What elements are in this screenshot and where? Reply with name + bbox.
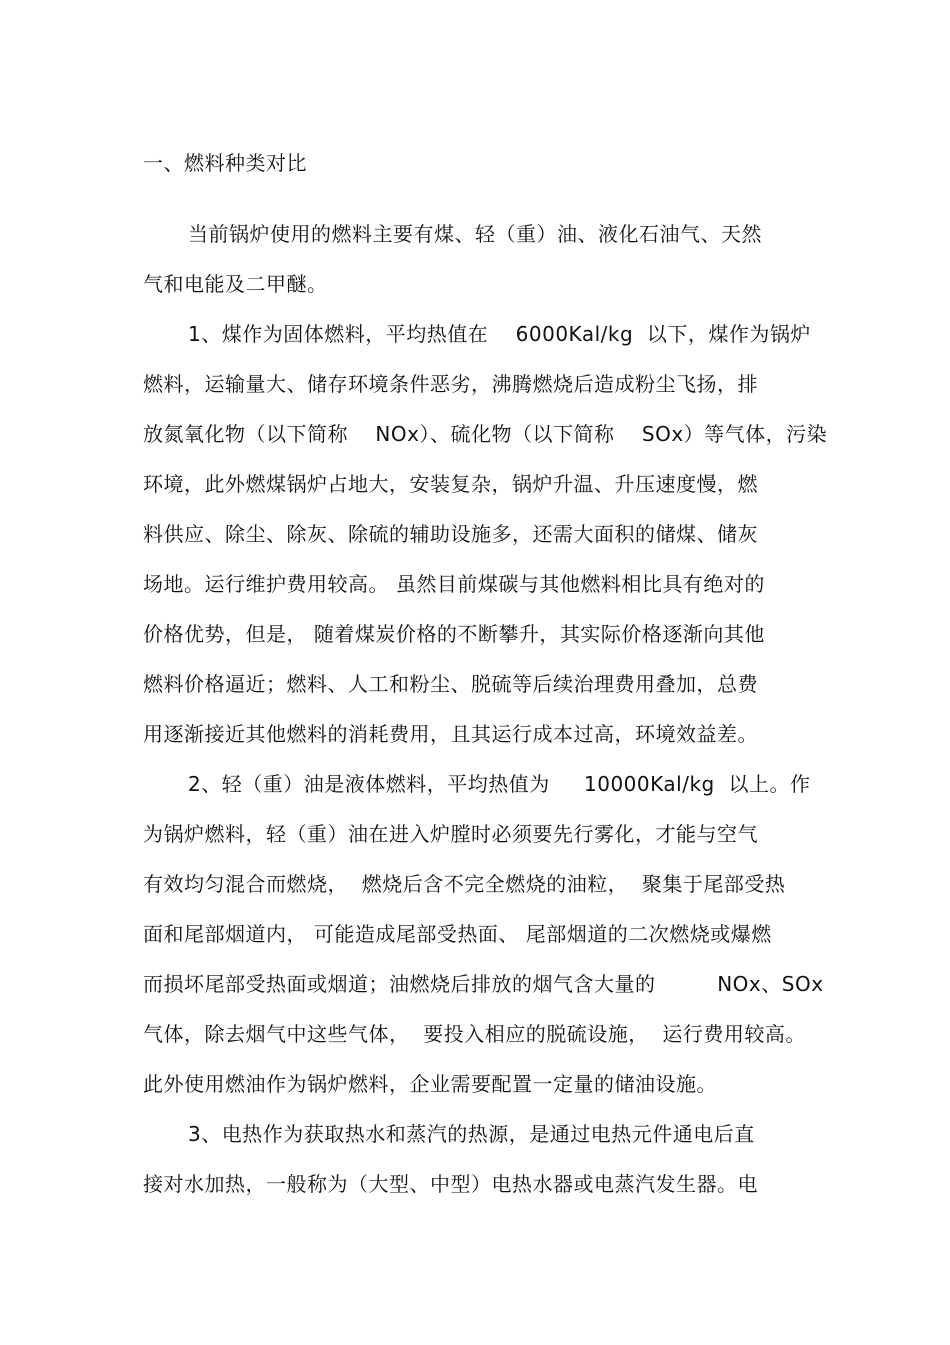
paragraph-line: 价格优势，但是， 随着煤炭价格的不断攀升，其实际价格逐渐向其他 [143,622,765,646]
paragraph-line: 而损坏尾部受热面或烟道；油燃烧后排放的烟气含大量的 NOx、SOx [143,972,824,996]
paragraph-line: 3、电热作为获取热水和蒸汽的热源，是通过电热元件通电后直 [188,1122,755,1146]
paragraph-line: 此外使用燃油作为锅炉燃料，企业需要配置一定量的储油设施。 [143,1072,717,1096]
paragraph-line: 环境，此外燃煤锅炉占地大，安装复杂，锅炉升温、升压速度慢，燃 [143,472,758,496]
paragraph-line: 放氮氧化物（以下简称 NOx）、硫化物（以下简称 SOx）等气体，污染 [143,422,828,446]
paragraph-line: 为锅炉燃料，轻（重）油在进入炉膛时必须要先行雾化，才能与空气 [143,822,758,846]
paragraph-line: 1、煤作为固体燃料，平均热值在 6000Kal/kg 以下，煤作为锅炉 [188,322,811,346]
paragraph-line: 气体，除去烟气中这些气体， 要投入相应的脱硫设施， 运行费用较高。 [143,1022,806,1046]
paragraph-line: 燃料，运输量大、储存环境条件恶劣，沸腾燃烧后造成粉尘飞扬，排 [143,372,758,396]
paragraph-line: 气和电能及二甲醚。 [143,272,328,296]
paragraph-line: 接对水加热，一般称为（大型、中型）电热水器或电蒸汽发生器。电 [143,1172,758,1196]
section-heading: 一、燃料种类对比 [143,151,307,175]
paragraph-line: 料供应、除尘、除灰、除硫的辅助设施多，还需大面积的储煤、储灰 [143,522,758,546]
paragraph-line: 2、轻（重）油是液体燃料，平均热值为 10000Kal/kg 以上。作 [188,772,811,796]
paragraph-line: 有效均匀混合而燃烧， 燃烧后含不完全燃烧的油粒， 聚集于尾部受热 [143,872,786,896]
paragraph-line: 用逐渐接近其他燃料的消耗费用，且其运行成本过高，环境效益差。 [143,722,758,746]
paragraph-line: 场地。运行维护费用较高。 虽然目前煤碳与其他燃料相比具有绝对的 [143,572,765,596]
paragraph-line: 面和尾部烟道内， 可能造成尾部受热面、 尾部烟道的二次燃烧或爆燃 [143,922,772,946]
paragraph-line: 燃料价格逼近；燃料、人工和粉尘、脱硫等后续治理费用叠加，总费 [143,672,758,696]
paragraph-line: 当前锅炉使用的燃料主要有煤、轻（重）油、液化石油气、天然 [188,222,762,246]
